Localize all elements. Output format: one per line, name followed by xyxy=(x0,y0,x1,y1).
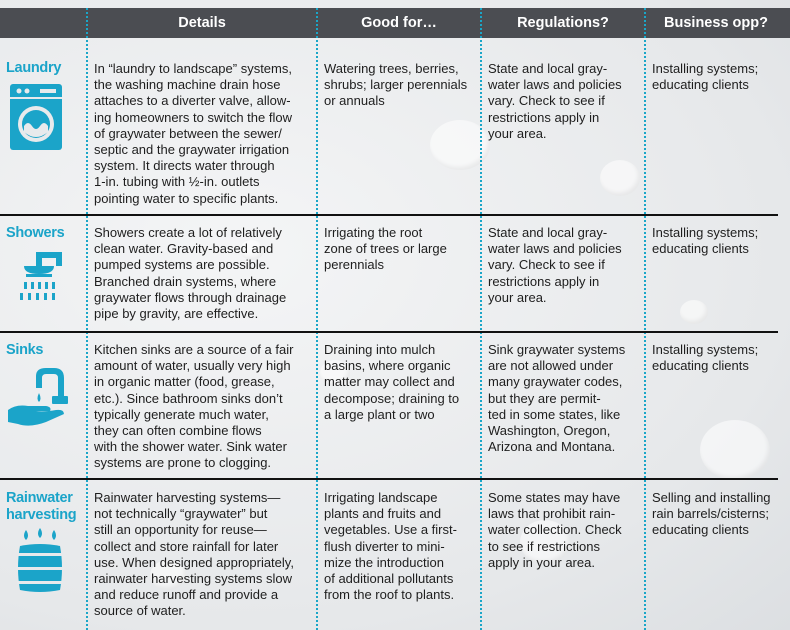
shower-icon xyxy=(12,248,68,313)
row-divider xyxy=(0,331,778,333)
sinks-details: Kitchen sinks are a source of a fair amount of water, usually very high in organic matter (food, grease, etc.). Since bathroom sinks don’t typically generate much water, they can often combine flows with the shower water. Sink water systems are prone to clogging. xyxy=(94,342,294,471)
column-separator xyxy=(644,8,646,630)
row-divider xyxy=(0,478,778,480)
table-header xyxy=(0,8,790,38)
rainwater-regulations: Some states may have laws that prohibit rain- water collection. Check to see if restrictions apply in your area. xyxy=(488,490,622,570)
showers-details: Showers create a lot of relatively clean water. Gravity-based and pumped systems are possible. Branched drain systems, where graywater flows through drainage pipe by gravity, are effective. xyxy=(94,225,287,322)
rainwater-good-for: Irrigating landscape plants and fruits and vegetables. Use a first- flush diverter to mini- mize the introduction of additional pollutants from the roof to plants. xyxy=(324,490,457,603)
showers-regulations: State and local gray- water laws and policies vary. Check to see if restrictions apply in your area. xyxy=(488,225,622,305)
column-separator xyxy=(86,8,88,630)
droplet-decoration xyxy=(600,160,640,196)
row-divider xyxy=(0,214,778,216)
row-title-rainwater-harvesting: Rainwater harvesting xyxy=(6,490,77,523)
row-title-showers: Showers xyxy=(6,225,65,241)
header-regulations: Regulations? xyxy=(517,15,609,31)
laundry-good-for: Watering trees, berries, shrubs; larger perennials or annuals xyxy=(324,61,468,109)
laundry-regulations: State and local gray- water laws and policies vary. Check to see if restrictions apply in your area. xyxy=(488,61,622,141)
sinks-good-for: Draining into mulch basins, where organic matter may collect and decompose; draining to a large plant or two xyxy=(324,342,460,422)
header-details: Details xyxy=(178,15,226,31)
sink-faucet-icon xyxy=(6,366,72,441)
sinks-business: Installing systems; educating clients xyxy=(652,342,759,374)
laundry-business: Installing systems; educating clients xyxy=(652,61,759,93)
rainwater-details: Rainwater harvesting systems— not technically “graywater” but still an opportunity for reuse— collect and store rainfall for later use. When designed appropriately, rainwater harvesting systems slow and reduce runoff and provide a source of water. xyxy=(94,490,294,619)
showers-business: Installing systems; educating clients xyxy=(652,225,759,257)
row-title-sinks: Sinks xyxy=(6,342,44,358)
laundry-details: In “laundry to landscape” systems, the washing machine drain hose attaches to a diverter valve, allow- ing homeowners to switch the flow of graywater between the sewer/ septic and the graywater irrigation system. It directs water through 1-in. tubing with ½-in. outlets pointing water to specific plants. xyxy=(94,61,292,206)
column-separator xyxy=(480,8,482,630)
header-business-opp: Business opp? xyxy=(664,15,768,31)
sinks-regulations: Sink graywater systems are not allowed under many graywater codes, but they are permit- ted in some states, like Washington, Oregon, Arizona and Montana. xyxy=(488,342,626,455)
droplet-decoration xyxy=(700,420,770,480)
droplet-decoration xyxy=(680,300,708,324)
row-title-laundry: Laundry xyxy=(6,60,62,76)
washing-machine-icon xyxy=(10,84,62,155)
rainwater-business: Selling and installing rain barrels/cisterns; educating clients xyxy=(652,490,771,538)
column-separator xyxy=(316,8,318,630)
header-good-for: Good for… xyxy=(361,15,437,31)
showers-good-for: Irrigating the root zone of trees or large perennials xyxy=(324,225,447,273)
rain-barrel-icon xyxy=(16,528,64,629)
